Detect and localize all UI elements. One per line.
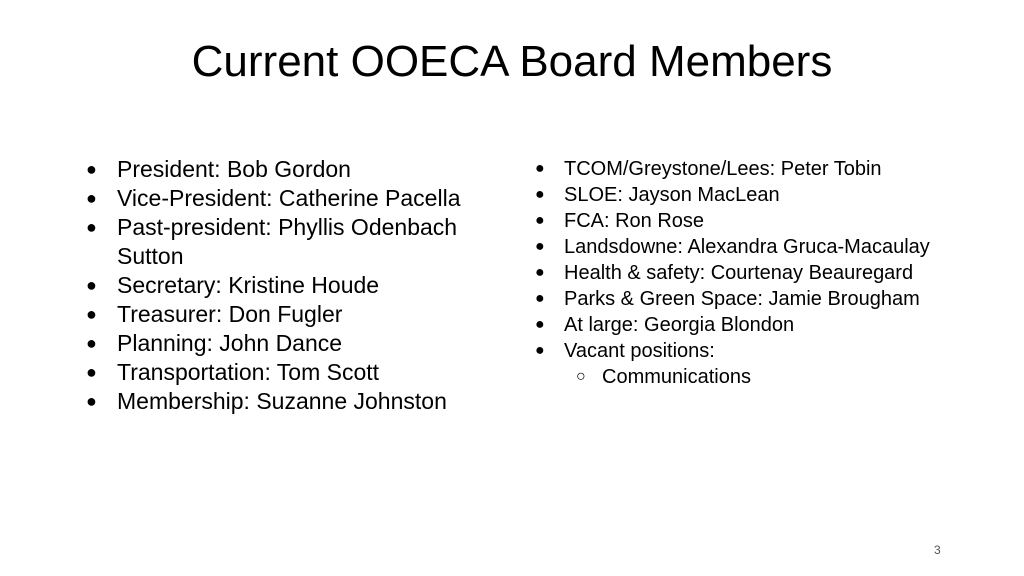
list-item xyxy=(84,213,464,271)
member-entry: Health & safety: Courtenay Beauregard xyxy=(564,262,914,284)
list-item xyxy=(84,184,464,213)
bullet-icon: ● xyxy=(535,316,545,333)
list-item xyxy=(533,338,933,390)
list-item xyxy=(84,358,464,387)
bullet-icon: ● xyxy=(86,217,97,237)
list-item xyxy=(533,208,933,234)
list-item xyxy=(533,312,933,338)
member-entry: Secretary: Kristine Houde xyxy=(117,272,380,298)
bullet-icon: ● xyxy=(86,304,97,324)
vacant-positions-label: Vacant positions: xyxy=(564,340,715,362)
list-item xyxy=(84,387,464,416)
member-entry: President: Bob Gordon xyxy=(117,156,351,182)
bullet-icon: ● xyxy=(86,391,97,411)
list-item xyxy=(84,329,464,358)
bullet-icon: ● xyxy=(535,342,545,359)
list-item xyxy=(533,156,933,182)
list-item xyxy=(533,234,933,260)
bullet-icon: ● xyxy=(86,275,97,295)
member-entry: At large: Georgia Blondon xyxy=(564,314,795,336)
member-entry: TCOM/Greystone/Lees: Peter Tobin xyxy=(564,158,882,180)
list-item xyxy=(84,271,464,300)
bullet-icon: ● xyxy=(535,238,545,255)
list-item xyxy=(533,182,933,208)
member-entry: FCA: Ron Rose xyxy=(564,210,705,232)
bullet-icon: ● xyxy=(535,290,545,307)
member-entry: Transportation: Tom Scott xyxy=(117,359,380,385)
bullet-icon: ● xyxy=(86,188,97,208)
bullet-icon: ● xyxy=(86,362,97,382)
member-entry: Landsdowne: Alexandra Gruca-Macaulay xyxy=(564,236,930,258)
vacant-positions-list xyxy=(564,364,933,390)
member-entry: Parks & Green Space: Jamie Brougham xyxy=(564,288,920,310)
left-member-list xyxy=(84,155,464,416)
bullet-icon: ● xyxy=(535,212,545,229)
list-item xyxy=(533,260,933,286)
list-item xyxy=(84,300,464,329)
hollow-bullet-icon: ○ xyxy=(576,368,586,385)
vacant-position-entry: Communications xyxy=(602,366,751,388)
bullet-icon: ● xyxy=(535,264,545,281)
bullet-icon: ● xyxy=(86,159,97,179)
member-entry: Past-president: Phyllis Odenbach Sutton xyxy=(117,214,458,269)
member-entry: Treasurer: Don Fugler xyxy=(117,301,343,327)
list-item xyxy=(533,286,933,312)
bullet-icon: ● xyxy=(535,160,545,177)
member-entry: Vice-President: Catherine Pacella xyxy=(117,185,461,211)
page-number: 3 xyxy=(934,543,941,557)
list-item xyxy=(84,155,464,184)
member-entry: Planning: John Dance xyxy=(117,330,343,356)
bullet-icon: ● xyxy=(535,186,545,203)
slide-title: Current OOECA Board Members xyxy=(191,37,833,86)
list-item xyxy=(564,364,933,390)
right-member-list xyxy=(533,156,933,390)
bullet-icon: ● xyxy=(86,333,97,353)
member-entry: Membership: Suzanne Johnston xyxy=(117,388,447,414)
member-entry: SLOE: Jayson MacLean xyxy=(564,184,780,206)
